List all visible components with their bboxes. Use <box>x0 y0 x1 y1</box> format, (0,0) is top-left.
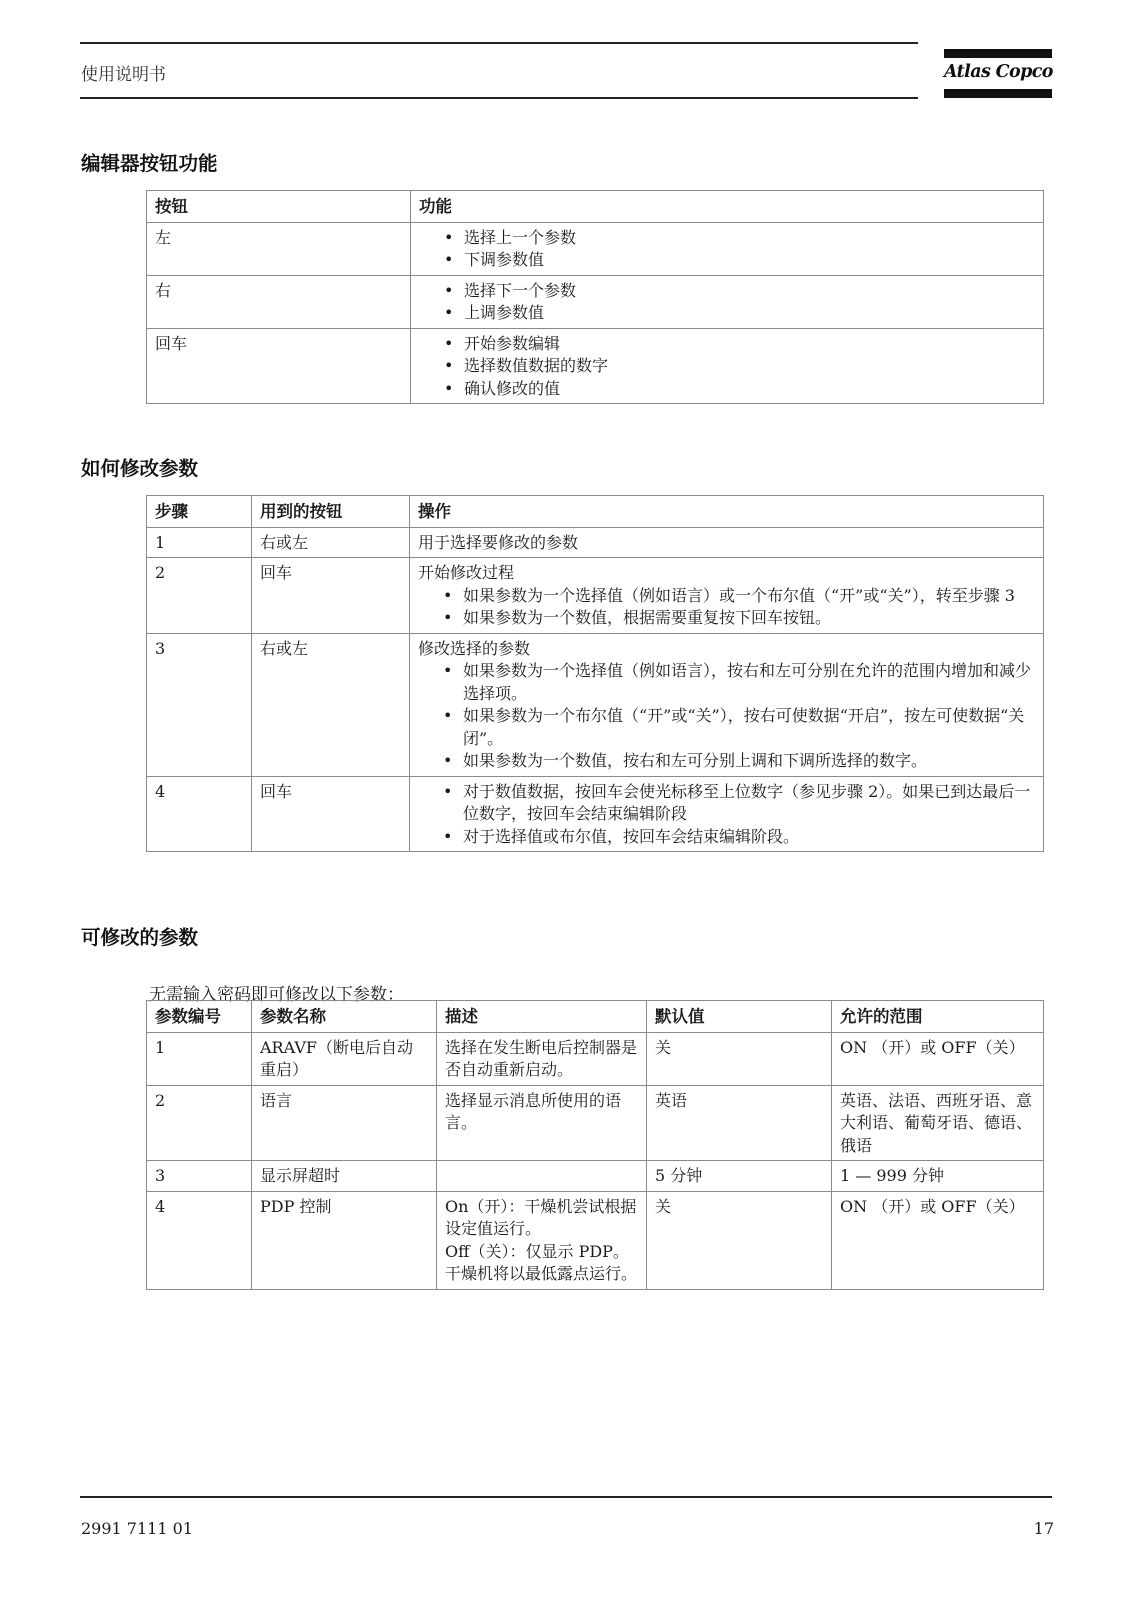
document-type-label: 使用说明书 <box>81 65 166 85</box>
bullet-item: • 选择下一个参数 <box>444 280 1036 303</box>
column-header: 参数编号 <box>147 1001 252 1033</box>
column-header: 步骤 <box>147 496 252 528</box>
table-row <box>147 1191 1044 1289</box>
table-header-row <box>147 191 1044 223</box>
param-default-cell: 关 <box>647 1191 832 1289</box>
header-rule-bottom <box>80 97 918 99</box>
bullet-item: • 如果参数为一个选择值（例如语言）或一个布尔值（“开”或“关”），转至步骤 3 <box>443 585 1036 608</box>
column-header: 功能 <box>411 191 1044 223</box>
operation-cell <box>410 776 1044 852</box>
column-header: 默认值 <box>647 1001 832 1033</box>
table-row <box>147 776 1044 852</box>
footer-rule <box>80 1496 1052 1498</box>
column-header: 用到的按钮 <box>252 496 410 528</box>
section-title-modifiable-params: 可修改的参数 <box>81 926 199 949</box>
bullet-item: • 确认修改的值 <box>444 378 1036 401</box>
bullet-item: • 对于选择值或布尔值，按回车会结束编辑阶段。 <box>443 826 1036 849</box>
step-cell: 2 <box>147 558 252 634</box>
parameters-table <box>146 1000 1044 1290</box>
logo-bar-bottom <box>944 89 1052 98</box>
table-row <box>147 222 1044 275</box>
operation-lead: 开始修改过程 <box>418 563 515 582</box>
column-header: 描述 <box>437 1001 647 1033</box>
param-name-cell: ARAVF（断电后自动重启） <box>252 1032 437 1085</box>
param-description-cell: 选择在发生断电后控制器是否自动重新启动。 <box>437 1032 647 1085</box>
bullet-list <box>418 660 1036 773</box>
editor-buttons-table <box>146 190 1044 404</box>
section-intro-text: 无需输入密码即可修改以下参数： <box>149 985 404 1005</box>
button-cell: 回车 <box>252 776 410 852</box>
param-number-cell: 3 <box>147 1161 252 1192</box>
bullet-list <box>419 280 1036 325</box>
modify-steps-table <box>146 495 1044 852</box>
section-title-editor-buttons: 编辑器按钮功能 <box>81 152 218 175</box>
bullet-item: • 如果参数为一个选择值（例如语言），按右和左可分别在允许的范围内增加和减少选择项。 <box>443 660 1036 705</box>
param-range-cell: 英语、法语、西班牙语、意大利语、葡萄牙语、德语、俄语 <box>832 1085 1044 1161</box>
param-description-cell: On（开）：干燥机尝试根据设定值运行。 Off（关）：仅显示 PDP。干燥机将以最低露点运行。 <box>437 1191 647 1289</box>
bullet-item: • 选择上一个参数 <box>444 227 1036 250</box>
function-cell <box>411 328 1044 404</box>
header-rule-top <box>80 42 918 44</box>
atlas-copco-logo <box>944 49 1052 101</box>
param-range-cell: ON （开）或 OFF（关） <box>832 1191 1044 1289</box>
step-cell: 1 <box>147 527 252 558</box>
column-header: 允许的范围 <box>832 1001 1044 1033</box>
operation-cell <box>410 633 1044 776</box>
bullet-item: • 选择数值数据的数字 <box>444 355 1036 378</box>
button-name-cell: 回车 <box>147 328 411 404</box>
bullet-list <box>419 227 1036 272</box>
param-range-cell: 1 — 999 分钟 <box>832 1161 1044 1192</box>
bullet-item: • 上调参数值 <box>444 302 1036 325</box>
bullet-item: • 如果参数为一个数值，根据需要重复按下回车按钮。 <box>443 607 1036 630</box>
column-header: 按钮 <box>147 191 411 223</box>
bullet-item: • 开始参数编辑 <box>444 333 1036 356</box>
bullet-item: • 下调参数值 <box>444 249 1036 272</box>
param-number-cell: 4 <box>147 1191 252 1289</box>
bullet-list <box>418 781 1036 849</box>
param-default-cell: 5 分钟 <box>647 1161 832 1192</box>
param-name-cell: 语言 <box>252 1085 437 1161</box>
document-number: 2991 7111 01 <box>81 1519 193 1538</box>
column-header: 操作 <box>410 496 1044 528</box>
bullet-item: • 对于数值数据，按回车会使光标移至上位数字（参见步骤 2）。如果已到达最后一位数字，按回车会结束编辑阶段 <box>443 781 1036 826</box>
section-title-how-to-modify: 如何修改参数 <box>81 457 199 480</box>
button-name-cell: 左 <box>147 222 411 275</box>
table-row <box>147 275 1044 328</box>
page-number: 17 <box>1033 1519 1054 1538</box>
table-row <box>147 328 1044 404</box>
table-header-row <box>147 496 1044 528</box>
step-cell: 3 <box>147 633 252 776</box>
operation-lead: 修改选择的参数 <box>418 638 531 658</box>
table-row <box>147 558 1044 634</box>
operation-lead: 用于选择要修改的参数 <box>418 532 579 552</box>
param-default-cell: 关 <box>647 1032 832 1085</box>
param-range-cell: ON （开）或 OFF（关） <box>832 1032 1044 1085</box>
table-row <box>147 1032 1044 1085</box>
button-cell: 右或左 <box>252 633 410 776</box>
button-name-cell: 右 <box>147 275 411 328</box>
bullet-item: • 如果参数为一个数值，按右和左可分别上调和下调所选择的数字。 <box>443 750 1036 773</box>
column-header: 参数名称 <box>252 1001 437 1033</box>
bullet-list <box>419 333 1036 401</box>
param-name-cell: 显示屏超时 <box>252 1161 437 1192</box>
table-row <box>147 527 1044 558</box>
param-number-cell: 2 <box>147 1085 252 1161</box>
logo-bar-top <box>944 49 1052 58</box>
button-cell: 回车 <box>252 558 410 634</box>
param-description-cell: 选择显示消息所使用的语言。 <box>437 1085 647 1161</box>
param-description-cell <box>437 1161 647 1192</box>
function-cell <box>411 222 1044 275</box>
operation-cell <box>410 527 1044 558</box>
bullet-item: • 如果参数为一个布尔值（“开”或“关”），按右可使数据“开启”，按左可使数据“关闭”。 <box>443 705 1036 750</box>
param-default-cell: 英语 <box>647 1085 832 1161</box>
param-name-cell: PDP 控制 <box>252 1191 437 1289</box>
table-row <box>147 1085 1044 1161</box>
operation-cell <box>410 558 1044 634</box>
bullet-list <box>418 585 1036 630</box>
function-cell <box>411 275 1044 328</box>
logo-text: Atlas Copco <box>944 62 1053 82</box>
param-number-cell: 1 <box>147 1032 252 1085</box>
step-cell: 4 <box>147 776 252 852</box>
table-row <box>147 1161 1044 1192</box>
table-header-row <box>147 1001 1044 1033</box>
table-row <box>147 633 1044 776</box>
button-cell: 右或左 <box>252 527 410 558</box>
